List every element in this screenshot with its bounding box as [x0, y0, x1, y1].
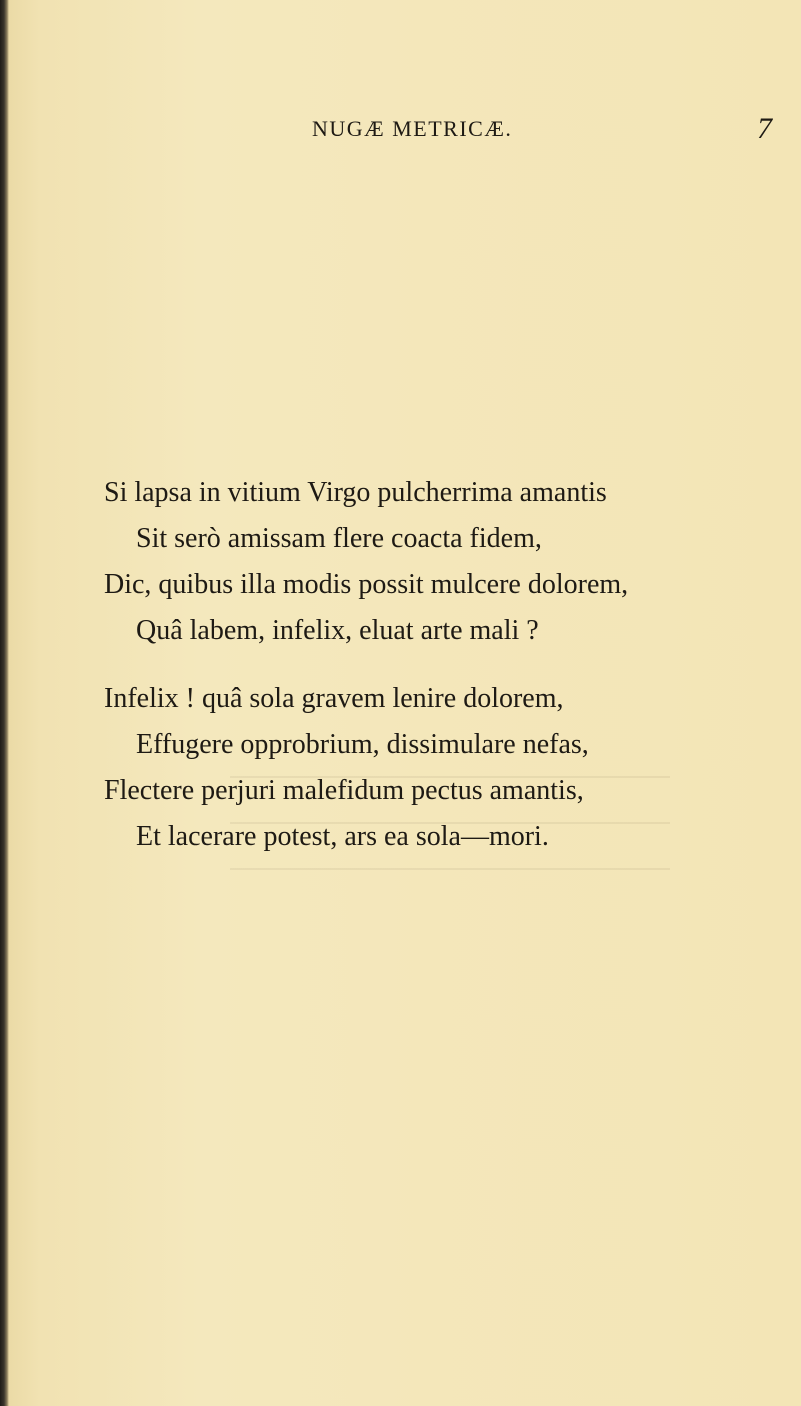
verse-line: Effugere opprobrium, dissimulare nefas,	[136, 729, 589, 760]
verse-line: Sit serò amissam flere coacta fidem,	[136, 523, 542, 554]
running-head	[0, 112, 801, 148]
stanza-1	[0, 470, 801, 654]
verse-line: Et lacerare potest, ars ea sola—mori.	[136, 821, 549, 852]
verse-line: Quâ labem, infelix, eluat arte mali ?	[136, 615, 539, 646]
verse-line: Infelix ! quâ sola gravem lenire dolorem,	[104, 683, 564, 714]
verse-line: Flectere perjuri malefidum pectus amantis,	[104, 775, 584, 806]
running-title: NUGÆ METRICÆ.	[312, 116, 513, 141]
poem	[0, 470, 801, 882]
stanza-2	[0, 676, 801, 860]
verse-line: Si lapsa in vitium Virgo pulcherrima amantis	[104, 477, 607, 508]
page-number: 7	[757, 112, 772, 145]
verse-line: Dic, quibus illa modis possit mulcere dolorem,	[104, 569, 629, 600]
